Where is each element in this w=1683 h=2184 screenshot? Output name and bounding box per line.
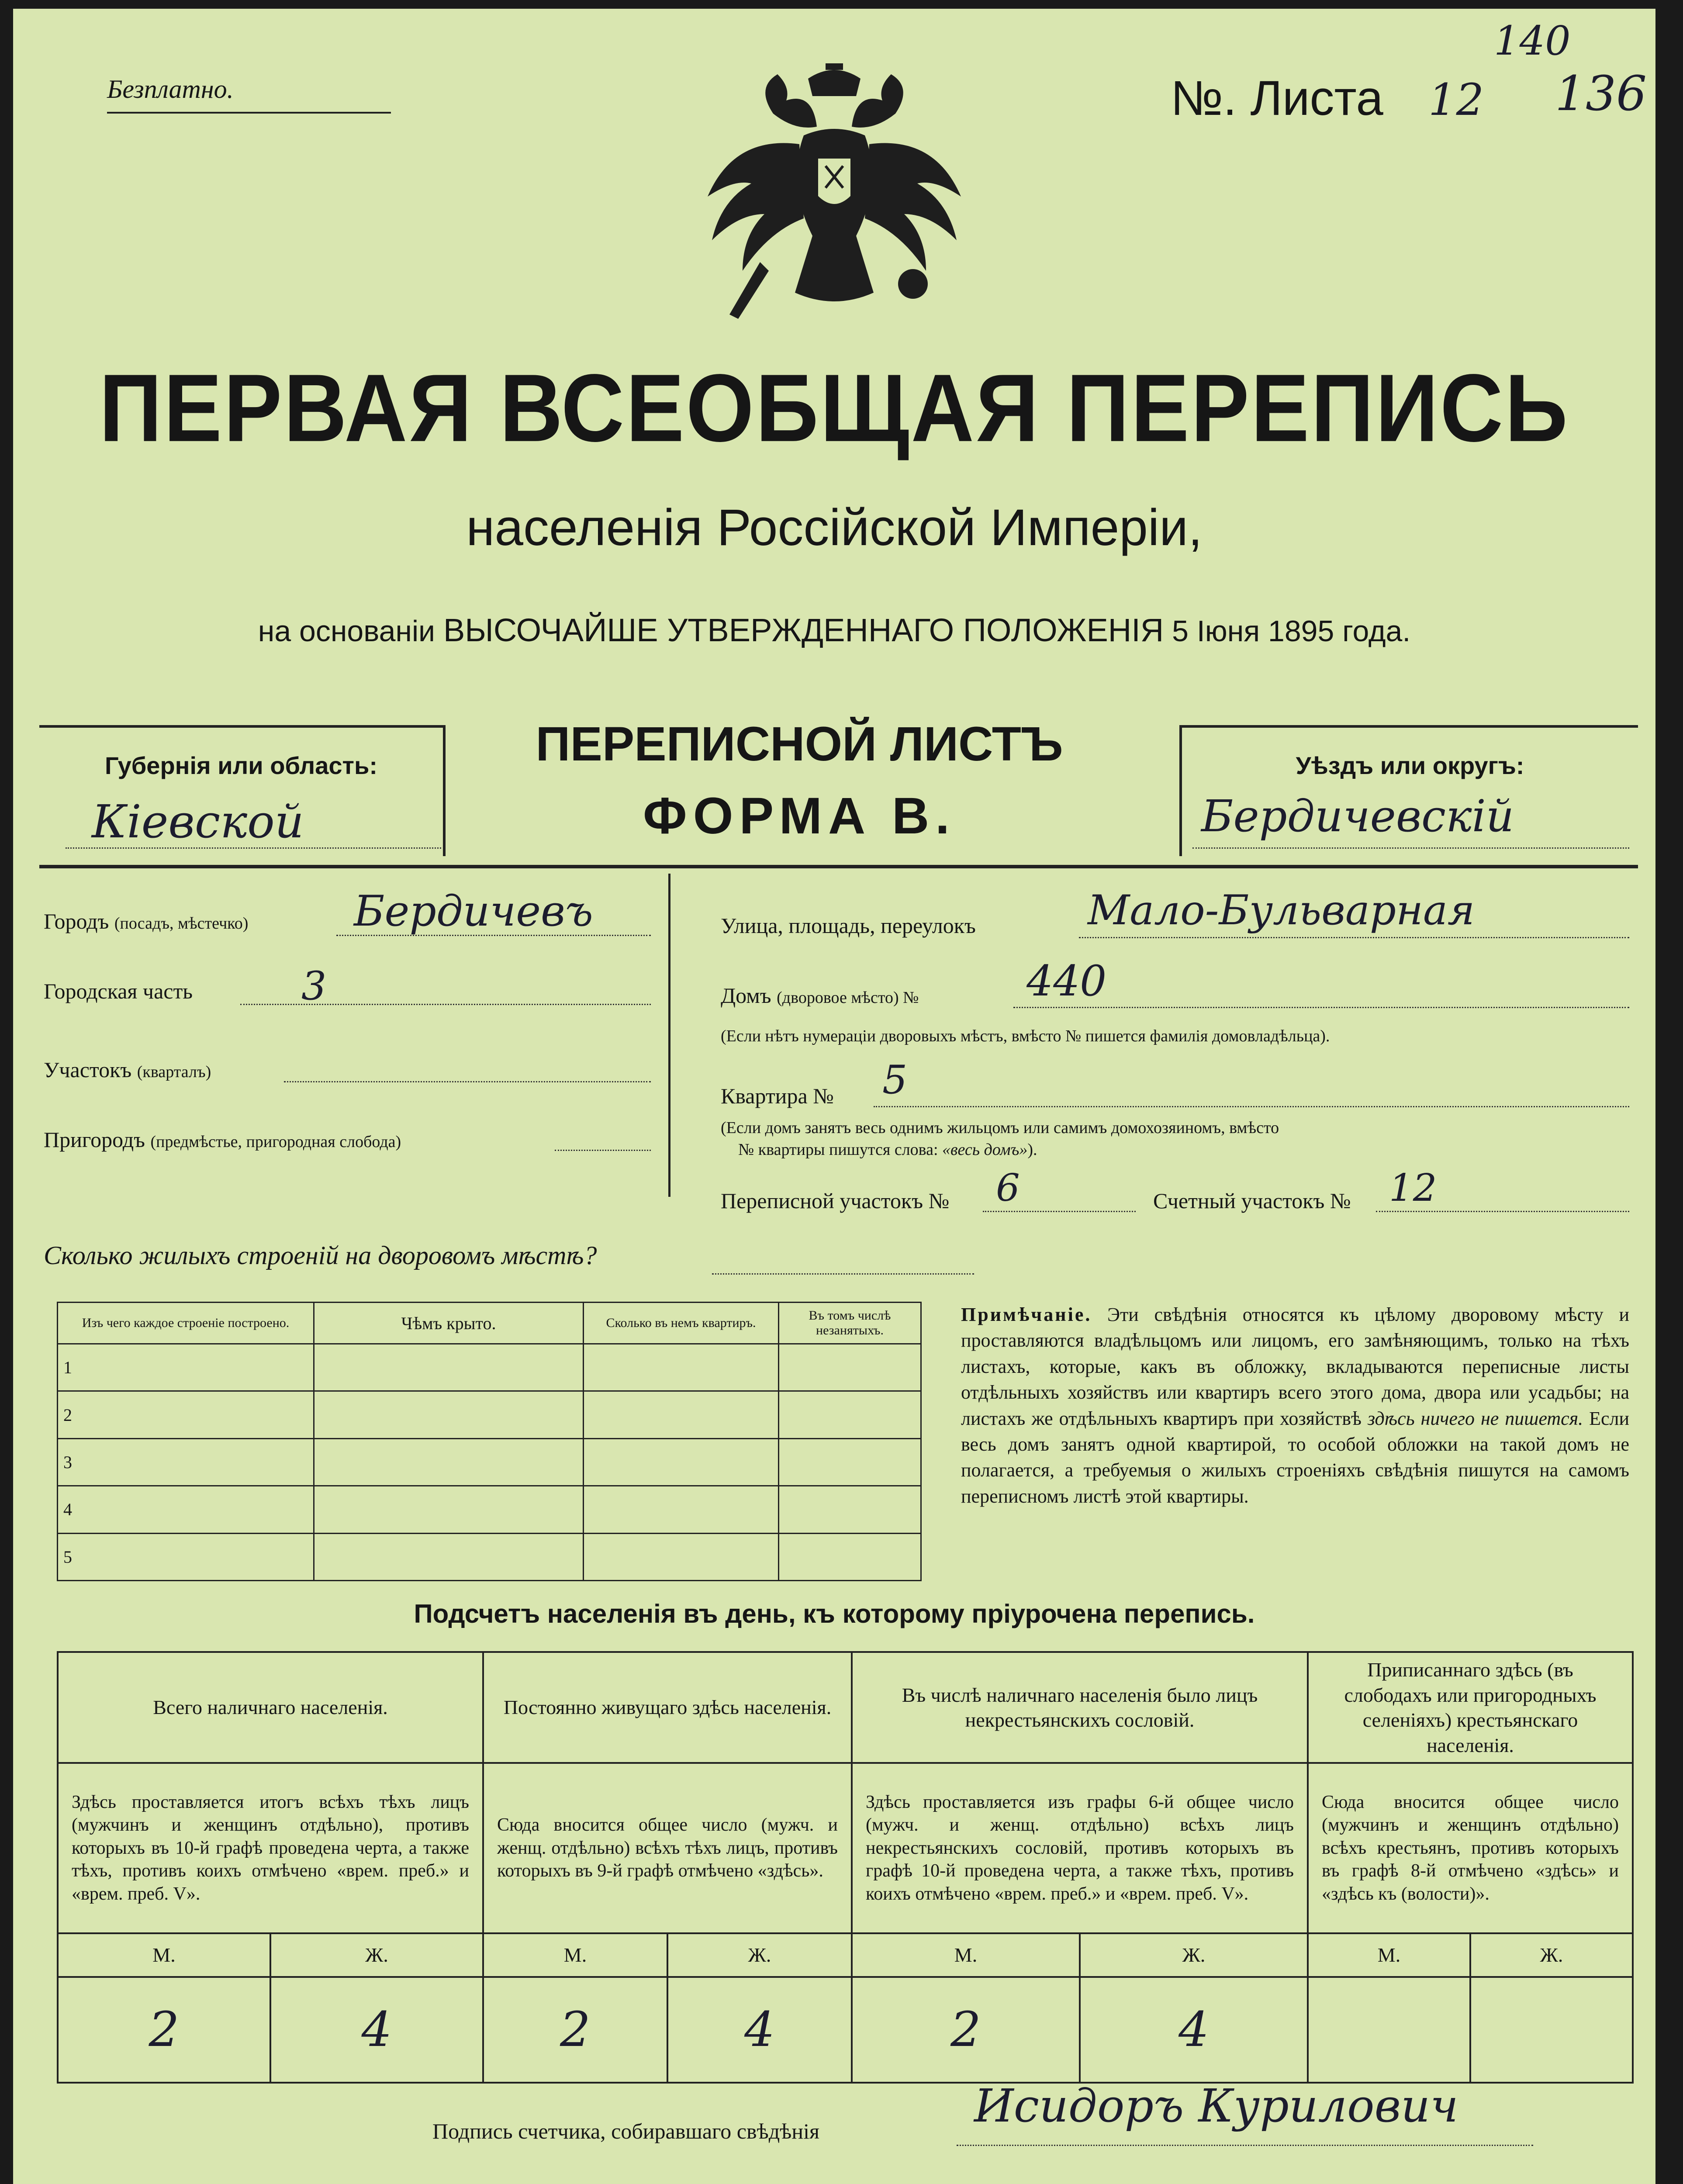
buildings-line	[712, 1273, 974, 1275]
street-label: Улица, площадь, переулокъ	[721, 913, 976, 938]
col-vacant: Въ томъ числѣ незанятыхъ.	[779, 1303, 921, 1344]
col-peasant: Приписаннаго здѣсь (въ слободахъ или пригородныхъ селеніяхъ) крестьянскаго населенія.	[1308, 1652, 1633, 1763]
city-field	[44, 909, 248, 934]
district-box-left	[1179, 725, 1182, 856]
apartment-label: Квартира №	[721, 1084, 834, 1108]
buildings-question: Сколько жилыхъ строеній на дворовомъ мѣстѣ?	[44, 1241, 597, 1270]
count-area-label: Счетный участокъ №	[1153, 1189, 1351, 1213]
census-area-value: 6	[996, 1166, 1020, 1210]
cell	[584, 1533, 779, 1580]
note-lead: Примѣчаніе.	[961, 1304, 1092, 1325]
table-row	[58, 1344, 921, 1391]
cell	[779, 1391, 921, 1438]
mf-cell	[1308, 1933, 1633, 1977]
values-cell	[852, 1977, 1308, 2083]
free-label: Безплатно.	[107, 75, 234, 104]
province-box-top	[39, 725, 446, 728]
province-value: Кіевской	[92, 795, 304, 848]
census-area-label: Переписной участокъ №	[721, 1189, 950, 1213]
district-label: Уѣздъ или округъ:	[1296, 752, 1524, 779]
city-value: Бердичевъ	[354, 887, 593, 936]
permanent-male: 2	[484, 1978, 667, 2082]
cell	[584, 1486, 779, 1533]
desc-peasant: Сюда вносится общее число (мужчинъ и женщинъ отдѣльно) всѣхъ крестьянъ, противъ которыхъ въ графѣ 8-й отмѣчено «здѣсь» и «здѣсь къ (волости)».	[1308, 1763, 1633, 1933]
census-area-line	[983, 1211, 1136, 1212]
col-apartments: Сколько въ немъ квартиръ.	[584, 1303, 779, 1344]
suburb-hint: (предмѣстье, пригородная слобода)	[150, 1133, 401, 1151]
house-value: 440	[1026, 957, 1107, 1006]
m-label: М.	[853, 1934, 1080, 1976]
buildings-note	[961, 1302, 1629, 1509]
cell	[779, 1533, 921, 1580]
signature-label: Подпись счетчика, собиравшаго свѣдѣнія	[432, 2119, 819, 2143]
non-peasant-male: 2	[853, 1978, 1080, 2082]
city-part-line	[240, 1004, 651, 1005]
table-row	[58, 1438, 921, 1486]
main-title: ПЕРВАЯ ВСЕОБЩАЯ ПЕРЕПИСЬ	[99, 354, 1569, 462]
signature-line	[957, 2145, 1533, 2146]
cell	[584, 1391, 779, 1438]
count-title: Подсчетъ населенія въ день, къ которому пріурочена перепись.	[414, 1599, 1255, 1628]
peasant-male	[1309, 1978, 1470, 2082]
desc-total-present: Здѣсь проставляется итогъ всѣхъ тѣхъ лицъ (мужчинъ и женщинъ отдѣльно), противъ которыхъ въ 10-й графѣ проведена черта, а также тѣхъ, противъ коихъ отмѣчено «врем. преб.» и «врем. преб. V».	[58, 1763, 483, 1933]
m-label: М.	[1309, 1934, 1470, 1976]
row-number: 2	[58, 1391, 314, 1438]
f-label: Ж.	[365, 1944, 388, 1966]
row-number: 5	[58, 1533, 314, 1580]
precinct-field	[44, 1057, 211, 1082]
note-text-2: Если весь домъ занятъ одной квартирой, то особой обложки на такой домъ не полагается, а требуемыя о жилыхъ строеніяхъ свѣдѣнія пишутся на самомъ переписномъ листѣ этой квартиры.	[961, 1407, 1630, 1507]
sheet-number-value: 12	[1428, 74, 1484, 125]
province-label: Губернія или область:	[104, 752, 378, 779]
house-field	[721, 983, 919, 1008]
mf-cell	[852, 1933, 1308, 1977]
apartment-value: 5	[882, 1057, 908, 1103]
cell	[584, 1344, 779, 1391]
house-hint: (дворовое мѣсто) №	[777, 988, 919, 1007]
apartment-note-2	[738, 1140, 1037, 1159]
form-title: ПЕРЕПИСНОЙ ЛИСТЪ	[536, 717, 1063, 771]
cell	[314, 1533, 584, 1580]
district-value: Бердичевскій	[1201, 791, 1514, 842]
house-line	[1013, 1007, 1629, 1008]
basis-prefix: на основаніи	[258, 615, 435, 648]
province-box-right	[443, 725, 446, 856]
count-header-row	[58, 1652, 1633, 1763]
apartment-line	[874, 1106, 1629, 1107]
table-row	[58, 1391, 921, 1438]
m-label: М.	[484, 1934, 667, 1976]
row-number: 3	[58, 1438, 314, 1486]
district-line	[1192, 847, 1629, 849]
note-italic: здѣсь ничего не пишется.	[1367, 1407, 1583, 1429]
desc-non-peasant: Здѣсь проставляется изъ графы 6-й общее число (мужч. и женщ. отдѣльно) всѣхъ лицъ некрестьянскихъ сословій, противъ которыхъ въ графѣ 10-й проведена черта, а также тѣхъ, противъ коихъ отмѣчено «врем. преб.» и «врем. преб. V».	[852, 1763, 1308, 1933]
cell	[779, 1344, 921, 1391]
city-part-label: Городская часть	[44, 979, 193, 1003]
cell	[314, 1438, 584, 1486]
values-cell	[58, 1977, 483, 2083]
header-divider	[39, 865, 1638, 868]
house-label: Домъ	[721, 983, 771, 1008]
form-name: ФОРМА В.	[643, 787, 956, 845]
mf-cell	[483, 1933, 852, 1977]
street-value: Мало-Бульварная	[1088, 887, 1475, 934]
precinct-line	[284, 1081, 651, 1082]
apartment-note-1: (Если домъ занятъ весь однимъ жильцомъ или самимъ домохозяиномъ, вмѣсто	[721, 1119, 1279, 1137]
cell	[779, 1438, 921, 1486]
cell	[314, 1391, 584, 1438]
city-line	[336, 935, 651, 936]
sub-title: населенія Россійской Имперіи,	[466, 499, 1203, 556]
permanent-female: 4	[744, 2001, 775, 2058]
col-permanent: Постоянно живущаго здѣсь населенія.	[483, 1652, 852, 1763]
apartment-note-end: ).	[1027, 1140, 1037, 1159]
total-present-female: 4	[361, 2001, 392, 2058]
corner-number-2: 136	[1555, 66, 1647, 121]
f-label: Ж.	[1182, 1944, 1206, 1966]
col-material: Изъ чего каждое строеніе построено.	[58, 1303, 314, 1344]
city-label: Городъ	[44, 909, 109, 933]
double-headed-eagle-emblem	[695, 61, 974, 341]
col-roof: Чѣмъ крыто.	[314, 1303, 584, 1344]
total-present-male: 2	[59, 1978, 270, 2082]
table-row	[58, 1486, 921, 1533]
city-hint: (посадъ, мѣстечко)	[114, 914, 249, 933]
col-non-peasant: Въ числѣ наличнаго населенія было лицъ некрестьянскихъ сословій.	[852, 1652, 1308, 1763]
table-row	[58, 1533, 921, 1580]
city-part-value: 3	[301, 963, 327, 1009]
basis-main: ВЫСОЧАЙШЕ УТВЕРЖДЕННАГО ПОЛОЖЕНІЯ	[443, 612, 1164, 648]
cell	[314, 1344, 584, 1391]
row-number: 4	[58, 1486, 314, 1533]
province-line	[66, 847, 441, 849]
precinct-hint: (кварталъ)	[137, 1063, 211, 1081]
desc-permanent: Сюда вносится общее число (мужч. и женщ. отдѣльно) всѣхъ тѣхъ лицъ, противъ которыхъ въ 9-й графѣ отмѣчено «здѣсь».	[483, 1763, 852, 1933]
free-underline	[107, 112, 391, 114]
population-count-table	[57, 1651, 1634, 2084]
f-label: Ж.	[1540, 1944, 1563, 1966]
street-line	[1079, 937, 1629, 938]
fields-divider	[668, 874, 670, 1197]
cell	[779, 1486, 921, 1533]
sheet-number-label: №. Листа	[1171, 71, 1383, 125]
m-label: М.	[59, 1934, 270, 1976]
house-note: (Если нѣтъ нумераціи дворовыхъ мѣстъ, вмѣсто № пишется фамилія домовладѣльца).	[721, 1027, 1330, 1045]
values-cell	[483, 1977, 852, 2083]
cell	[584, 1438, 779, 1486]
peasant-female	[1470, 1978, 1632, 2082]
suburb-field	[44, 1127, 401, 1152]
precinct-label: Участокъ	[44, 1057, 132, 1082]
count-values-row	[58, 1977, 1633, 2083]
f-label: Ж.	[748, 1944, 771, 1966]
buildings-table	[57, 1302, 922, 1581]
apartment-note-text: № квартиры пишутся слова:	[738, 1140, 938, 1159]
census-sheet	[13, 9, 1655, 2184]
non-peasant-female: 4	[1178, 2001, 1209, 2058]
cell	[314, 1486, 584, 1533]
mf-cell	[58, 1933, 483, 1977]
values-cell	[1308, 1977, 1633, 2083]
count-area-line	[1376, 1211, 1629, 1212]
corner-number-1: 140	[1494, 17, 1571, 64]
row-number: 1	[58, 1344, 314, 1391]
count-mf-row	[58, 1933, 1633, 1977]
buildings-header-row	[58, 1303, 921, 1344]
suburb-line	[555, 1150, 651, 1151]
count-desc-row	[58, 1763, 1633, 1933]
col-total-present: Всего наличнаго населенія.	[58, 1652, 483, 1763]
count-area-value: 12	[1389, 1166, 1437, 1210]
signature-value: Исидоръ Курилович	[974, 2079, 1458, 2132]
district-box-top	[1179, 725, 1638, 728]
suburb-label: Пригородъ	[44, 1127, 145, 1152]
note-text-1: Эти свѣдѣнія относятся къ цѣлому дворовому мѣсту и проставляются владѣльцомъ или лицомъ, его замѣняющимъ, только на тѣхъ листахъ, которые, какъ въ обложку, вкладываются переписные листы отдѣльныхъ хозяйствъ или квартиръ всего этого дома, двора или усадьбы; на листахъ же отдѣльныхъ квартиръ при хозяйствѣ	[961, 1304, 1630, 1429]
apartment-note-whole: «весь домъ»	[942, 1140, 1028, 1159]
basis-date: 5 Іюня 1895 года.	[1172, 615, 1411, 648]
basis-line	[13, 612, 1655, 649]
